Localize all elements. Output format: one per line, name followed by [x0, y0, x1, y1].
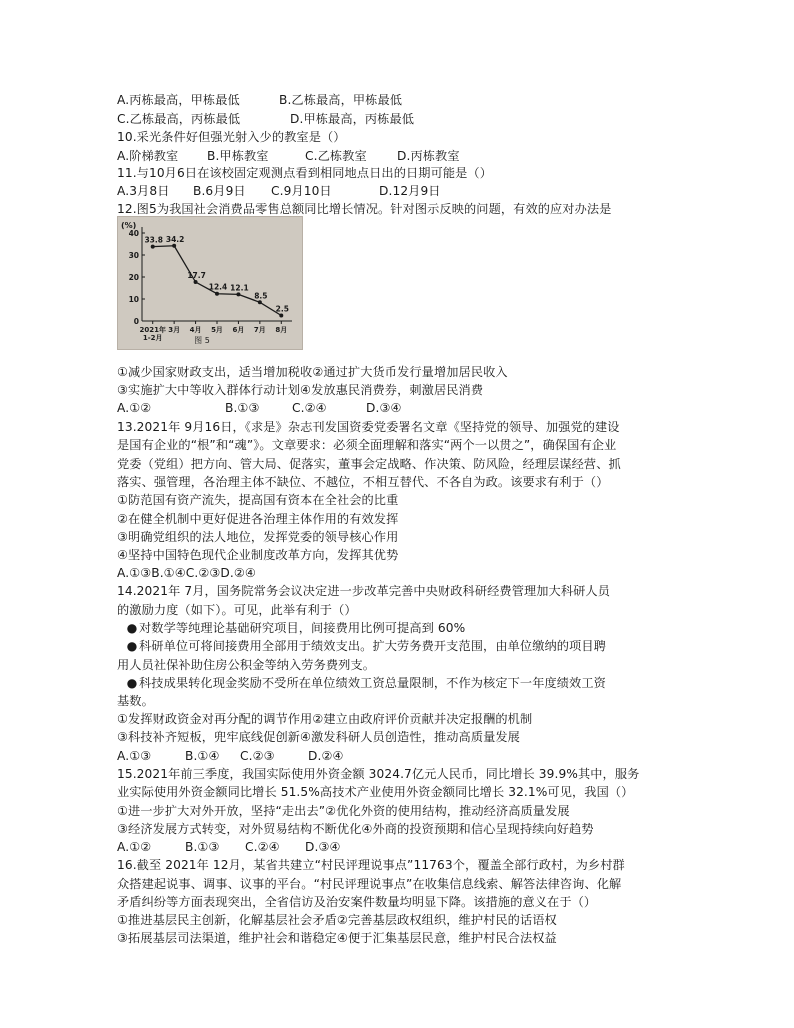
q10-option-a: A.阶梯教室	[117, 149, 179, 163]
data-label: 12.1	[230, 283, 249, 293]
y-tick-label: 40	[128, 229, 139, 238]
data-label: 17.7	[187, 271, 206, 281]
q13-choice-1: ①防范国有资产流失，提高国有资本在全社会的比重	[117, 493, 399, 507]
q16-stem-line1: 16.截至 2021年 12月，某省共建立“村民评理说事点”11763个，覆盖全部行政村，为乡村群	[117, 858, 625, 872]
q11-option-d: D.12月9日	[379, 184, 441, 198]
q10-option-c: C.乙栋教室	[305, 149, 367, 163]
q12-stem: 12.图5为我国社会消费品零售总额同比增长情况。针对图示反映的问题，有效的应对办法是	[117, 202, 612, 216]
x-tick-label: 4月	[189, 326, 202, 334]
q9-option-d: D.甲栋最高，丙栋最低	[290, 112, 415, 126]
q15-option-c: C.②④	[245, 840, 280, 854]
q14-bullet-3	[125, 675, 606, 692]
q16-choices-line1: ①推进基层民主创新，化解基层社会矛盾②完善基层政权组织，维护村民的话语权	[117, 913, 557, 927]
data-label: 2.5	[275, 304, 289, 314]
bullet-icon: ●	[126, 621, 138, 635]
x-tick-label: 3月	[168, 326, 181, 334]
q14-bullet-2-text: 科研单位可将间接费用全部用于绩效支出。扩大劳务费开支范围，由单位缴纳的项目聘	[139, 639, 606, 653]
q12-option-a: A.①②	[117, 401, 152, 415]
q12-option-d: D.③④	[366, 401, 402, 415]
q15-stem-line2: 业实际使用外资金额同比增长 51.5%高技术产业使用外资金额同比增长 32.1%可见，我国（）	[117, 785, 634, 799]
q14-bullet-3-cont: 基数。	[117, 694, 154, 708]
q15-options	[117, 839, 341, 856]
q9-option-b: B.乙栋最高，甲栋最低	[279, 93, 403, 107]
q15-choices-line1: ①进一步扩大对外开放，坚持“走出去”②优化外资的使用结构，推动经济高质量发展	[117, 804, 570, 818]
x-tick-label: 6月	[232, 326, 245, 334]
q14-choices-line2: ③科技补齐短板，兜牢底线促创新④激发科研人员创造性，推动高质量发展	[117, 730, 520, 744]
data-point	[279, 314, 283, 318]
q14-bullet-3-text: 科技成果转化现金奖励不受所在单位绩效工资总量限制，不作为核定下一年度绩效工资	[139, 676, 606, 690]
q15-option-a: A.①②	[117, 840, 152, 854]
q9-option-c: C.乙栋最高，丙栋最低	[117, 112, 241, 126]
y-tick-label: 10	[128, 295, 139, 304]
q11-stem: 11.与10月6日在该校固定观测点看到相同地点日出的日期可能是（）	[117, 166, 493, 180]
q13-options: A.①③B.①④C.②③D.②④	[117, 566, 256, 580]
q12-option-c: C.②④	[292, 401, 327, 415]
q15-stem-line1: 15.2021年前三季度，我国实际使用外资金额 3024.7亿元人民币，同比增长 39.9%其中，服务	[117, 767, 640, 781]
data-label: 33.8	[144, 235, 163, 245]
q16-stem-line3: 矛盾纠纷等方面表现突出，全省信访及治安案件数量均明显下降。该措施的意义在于（）	[117, 895, 597, 909]
q14-bullet-1-text: 对数学等纯理论基础研究项目，间接费用比例可提高到 60%	[139, 621, 466, 635]
bullet-icon: ●	[126, 639, 138, 653]
q14-option-d: D.②④	[308, 749, 344, 763]
q15-choices-line2: ③经济发展方式转变，对外贸易结构不断优化④外商的投资预期和信心呈现持续向好趋势	[117, 822, 594, 836]
q14-bullet-2	[125, 638, 606, 655]
data-point	[215, 292, 219, 296]
q14-stem-line1: 14.2021年 7月，国务院常务会议决定进一步改革完善中央财政科研经费管理加大科研人员	[117, 584, 610, 598]
data-point	[236, 292, 240, 296]
y-tick-label: 30	[128, 251, 139, 260]
q13-choice-4: ④坚持中国特色现代企业制度改革方向，发挥其优势	[117, 548, 399, 562]
q10-options	[117, 148, 460, 165]
data-label: 34.2	[165, 234, 185, 244]
q12-choices-line1: ①减少国家财政支出，适当增加税收②通过扩大货币发行量增加居民收入	[117, 365, 508, 379]
q11-option-c: C.9月10日	[271, 184, 332, 198]
q13-stem-line2: 是国有企业的“根”和“魂”》。文章要求：必须全面理解和落实“两个一以贯之”，确保国有企业	[117, 438, 617, 452]
q11-options	[117, 183, 441, 200]
q15-option-b: B.①③	[185, 840, 220, 854]
q13-stem-line1: 13.2021年 9月16日，《求是》杂志刊发国资委党委署名文章《坚持党的领导、加强党的建设	[117, 420, 620, 434]
q14-stem-line2: 的激励力度（如下）。可见，此举有利于（）	[117, 603, 357, 617]
q16-stem-line2: 众搭建起说事、调事、议事的平台。“村民评理说事点”在收集信息线索、解答法律咨询、化解	[117, 877, 622, 891]
data-label: 12.4	[208, 282, 228, 292]
x-tick-label: 1-2月	[142, 334, 163, 342]
q13-choice-3: ③明确党组织的法人地位，发挥党委的领导核心作用	[117, 530, 399, 544]
q14-option-a: A.①③	[117, 749, 152, 763]
q13-stem-line4: 落实、强管理，各治理主体不缺位、不越位，不相互替代、不各自为政。该要求有利于（）	[117, 475, 609, 489]
q9-option-a: A.丙栋最高，甲栋最低	[117, 93, 240, 107]
y-axis-unit-label: (%)	[121, 221, 137, 230]
data-point	[151, 245, 155, 249]
y-tick-label: 0	[133, 317, 139, 326]
y-tick-label: 20	[128, 273, 139, 282]
q16-choices-line2: ③拓展基层司法渠道，维护社会和谐稳定④便于汇集基层民意，维护村民合法权益	[117, 931, 557, 945]
data-label: 8.5	[254, 291, 268, 301]
q14-option-c: C.②③	[240, 749, 275, 763]
data-point	[258, 300, 262, 304]
figure-caption: 图 5	[194, 336, 210, 345]
figure-5-line-chart	[117, 216, 303, 350]
q14-bullet-2-cont: 用人员社保补助住房公积金等纳入劳务费列支。	[117, 658, 376, 672]
q14-choices-line1: ①发挥财政资金对再分配的调节作用②建立由政府评价贡献并决定报酬的机制	[117, 712, 533, 726]
q10-option-b: B.甲栋教室	[207, 149, 269, 163]
q14-bullet-1	[125, 620, 465, 637]
x-tick-label: 8月	[275, 326, 288, 334]
q11-option-b: B.6月9日	[193, 184, 246, 198]
q13-stem-line3: 党委（党组）把方向、管大局、促落实，董事会定战略、作决策、防风险，经理层谋经营、抓	[117, 457, 621, 471]
q12-option-b: B.①③	[225, 401, 260, 415]
data-point	[172, 244, 176, 248]
q11-option-a: A.3月8日	[117, 184, 170, 198]
q10-option-d: D.丙栋教室	[397, 149, 460, 163]
q13-choice-2: ②在健全机制中更好促进各治理主体作用的有效发挥	[117, 512, 399, 526]
q14-option-b: B.①④	[185, 749, 220, 763]
series-line	[153, 246, 282, 316]
q14-options	[117, 748, 344, 765]
q9-options-row1	[117, 92, 402, 109]
chart-svg	[118, 217, 302, 349]
x-tick-label: 2021年	[139, 326, 166, 334]
bullet-icon: ●	[126, 676, 138, 690]
data-point	[194, 280, 198, 284]
q9-options-row2	[117, 111, 414, 128]
q12-options	[117, 400, 402, 417]
x-tick-label: 5月	[211, 326, 223, 334]
q15-option-d: D.③④	[305, 840, 341, 854]
q12-choices-line2: ③实施扩大中等收入群体行动计划④发放惠民消费券，刺激居民消费	[117, 383, 484, 397]
q10-stem: 10.采光条件好但强光射入少的教室是（）	[117, 130, 346, 144]
x-tick-label: 7月	[253, 326, 266, 334]
